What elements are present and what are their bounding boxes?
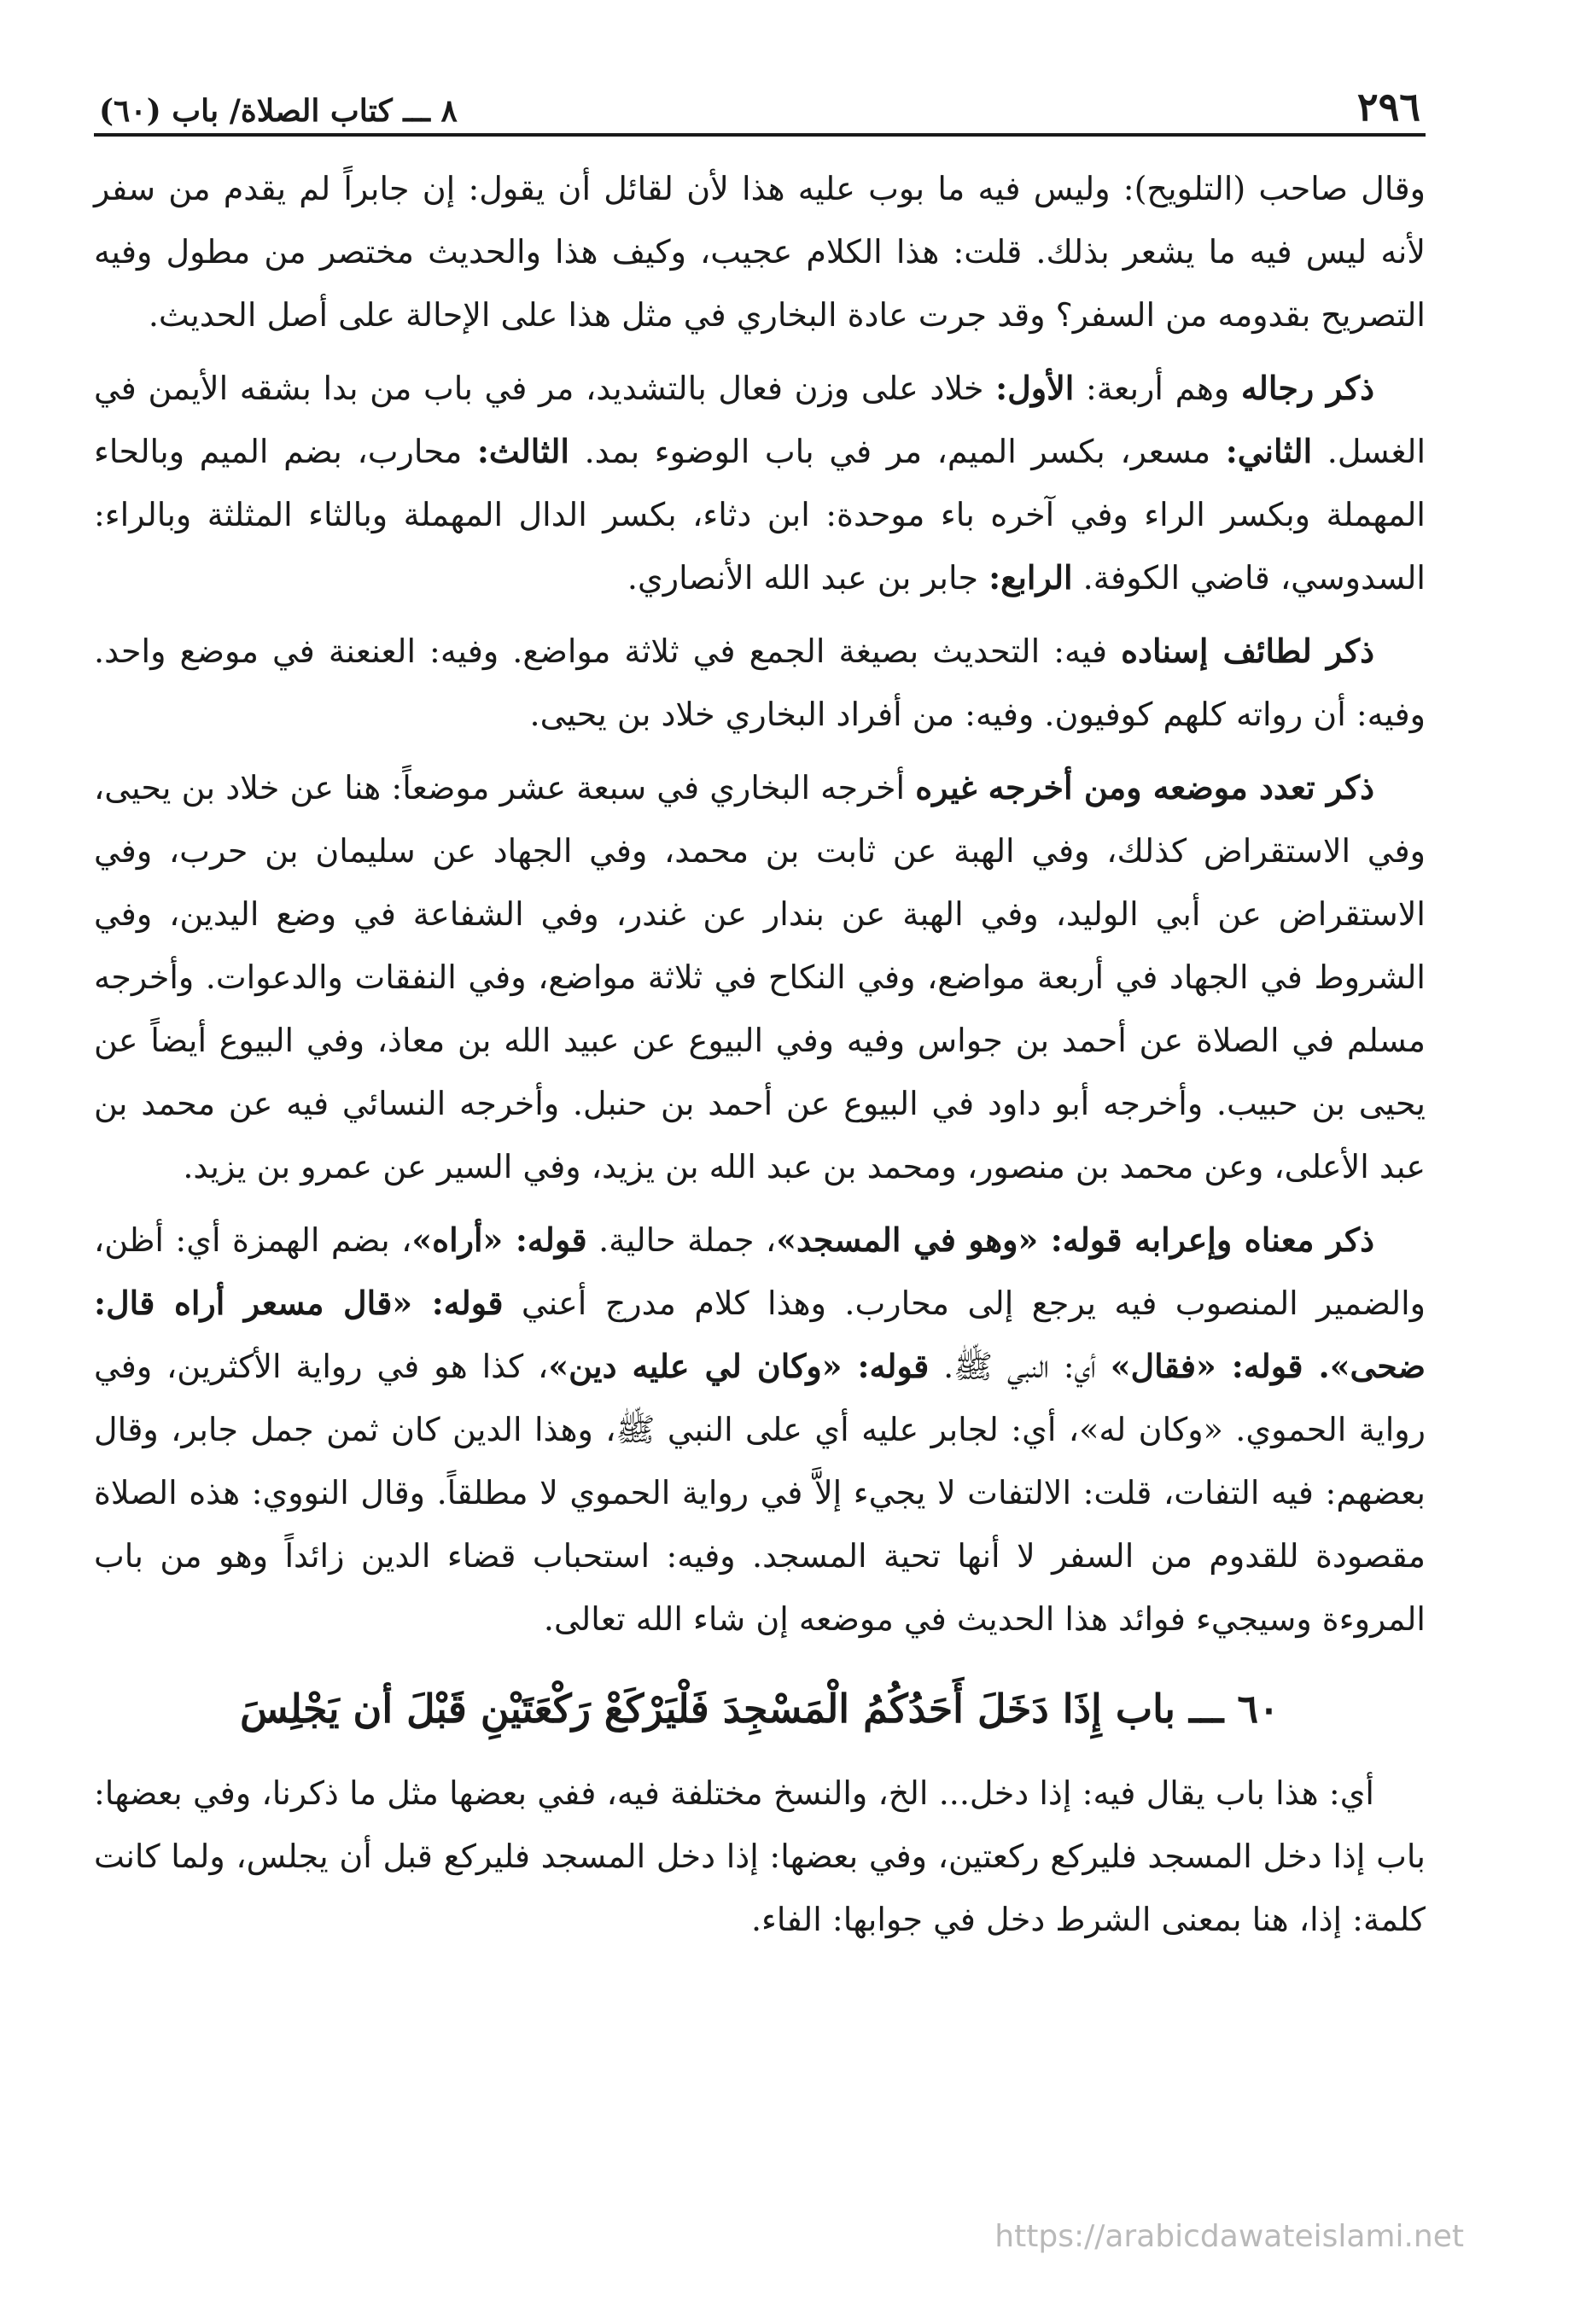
ordinal-label: الثالث: [476, 432, 569, 470]
paragraph-text: مسعر، بكسر الميم، مر في باب الوضوء بمد. [569, 433, 1226, 470]
chapter-heading: ٦٠ ـــ باب إِذَا دَخَلَ أَحَدُكُمُ الْمَسْجِدَ فَلْيَرْكَعْ رَكْعَتَيْنِ قَبْلَ أن يَجْلِسَ [240, 1686, 1280, 1732]
paragraph-text: وهم أربعة: [1074, 370, 1241, 407]
paragraph-text: خلاد على وزن فعال بالتشديد، مر في باب من بدا بشقه الأيمن في الغسل. [94, 370, 1426, 470]
page-number: ٢٩٦ [1356, 84, 1420, 130]
section-heading: ذكر رجاله [1240, 369, 1374, 407]
paragraph-text: أي: النبي ﷺ. [929, 1348, 1111, 1385]
ordinal-label: الرابع: [988, 558, 1073, 597]
quoted-phrase: قوله: «أراه» [411, 1220, 587, 1259]
paragraph-text: ، جملة حالية. [586, 1221, 777, 1259]
paragraph-text: محارب، بضم الميم وبالحاء المهملة وبكسر الراء وفي آخره باء موحدة: ابن دثاء، بكسر الدال المهملة وبالثاء المثلثة وبالراء: السدوسي، قاضي الكوفة. [94, 433, 1426, 597]
watermark-url: https://arabicdawateislami.net [994, 2219, 1464, 2254]
paragraph-text: ، بضم الهمزة أي: أظن، والضمير المنصوب فيه يرجع إلى محارب. وهذا كلام مدرج أعني [94, 1221, 1426, 1322]
page-header [94, 77, 1426, 137]
running-title: ٨ ـــ كتاب الصلاة/ باب (٦٠) [99, 93, 458, 129]
paragraph-text: وقال صاحب (التلويح): وليس فيه ما بوب عليه هذا لأن لقائل أن يقول: إن جابراً لم يقدم من سفر لأنه ليس فيه ما يشعر بذلك. قلت: هذا الكلام عجيب، وكيف هذا والحديث مختصر من مطول وفيه التصريح بقدومه من السفر؟ وقد جرت عادة البخاري في مثل هذا على الإحالة على أصل الحديث. [94, 170, 1426, 334]
body-text [94, 157, 1426, 1951]
section-heading: ذكر لطائف إسناده [1121, 632, 1375, 670]
paragraph-text: فيه: التحديث بصيغة الجمع في ثلاثة مواضع. وفيه: العنعنة في موضع واحد. وفيه: أن رواته كلهم كوفيون. وفيه: من أفراد البخاري خلاد بن يحيى. [94, 632, 1426, 733]
paragraph-isnad-subtleties [94, 620, 1426, 746]
section-heading: ذكر تعدد موضعه ومن أخرجه غيره [915, 768, 1374, 807]
quoted-phrase: قوله: «قال مسعر أراه قال: ضحى». قوله: «فقال» [94, 1284, 1426, 1385]
paragraph-chapter-explanation: أي: هذا باب يقال فيه: إذا دخل... الخ، والنسخ مختلفة فيه، ففي بعضها مثل ما ذكرنا، وفي بعضها: باب إذا دخل المسجد فليركع ركعتين، وفي بعضها: إذا دخل المسجد فليركع قبل أن يجلس، ولما كانت كلمة: إذا، هنا بمعنى الشرط دخل في جوابها: الفاء. [94, 1774, 1426, 1938]
paragraph-narrators [94, 357, 1426, 609]
paragraph-text: ، كذا هو في رواية الأكثرين، وفي رواية الحموي. «وكان له»، أي: لجابر عليه أي على النبي ﷺ، وهذا الدين كان ثمن جمل جابر، وقال بعضهم: فيه التفات، قلت: الالتفات لا يجيء إلاَّ في رواية الحموي لا مطلقاً. وقال النووي: هذه الصلاة مقصودة للقدوم من السفر لا أنها تحية المسجد. وفيه: استحباب قضاء الدين زائداً وهو من باب المروءة وسيجيء فوائد هذا الحديث في موضعه إن شاء الله تعالى. [94, 1348, 1426, 1638]
book-page [94, 77, 1426, 2262]
paragraph-talwih-commentary [94, 157, 1426, 347]
quoted-phrase: قوله: «وكان لي عليه دين» [548, 1347, 930, 1385]
ordinal-label: الأول: [995, 369, 1075, 407]
paragraph-text: أخرجه البخاري في سبعة عشر موضعاً: هنا عن خلاد بن يحيى، وفي الاستقراض كذلك، وفي الهبة عن ثابت بن محمد، وفي الجهاد عن سليمان بن حرب، وفي الاستقراض عن أبي الوليد، وفي الهبة عن بندار عن غندر، وفي الشفاعة في وضع اليدين، وفي الشروط في الجهاد في أربعة مواضع، وفي النكاح في ثلاثة مواضع، وفي النفقات والدعوات. وأخرجه مسلم في الصلاة عن أحمد بن جواس وفيه وفي البيوع عن عبيد الله بن معاذ، وفي البيوع أيضاً عن يحيى بن حبيب. وأخرجه أبو داود في البيوع عن أحمد بن حنبل. وأخرجه النسائي فيه عن محمد بن عبد الأعلى، وعن محمد بن منصور، ومحمد بن عبد الله بن يزيد، وفي السير عن عمرو بن يزيد. [94, 769, 1426, 1185]
section-heading: ذكر معناه وإعرابه قوله: «وهو في المسجد» [776, 1220, 1374, 1259]
paragraph-occurrences [94, 756, 1426, 1198]
ordinal-label: الثاني: [1225, 432, 1313, 470]
paragraph-meaning-grammar [94, 1209, 1426, 1651]
paragraph-text: جابر بن عبد الله الأنصاري. [627, 559, 989, 597]
